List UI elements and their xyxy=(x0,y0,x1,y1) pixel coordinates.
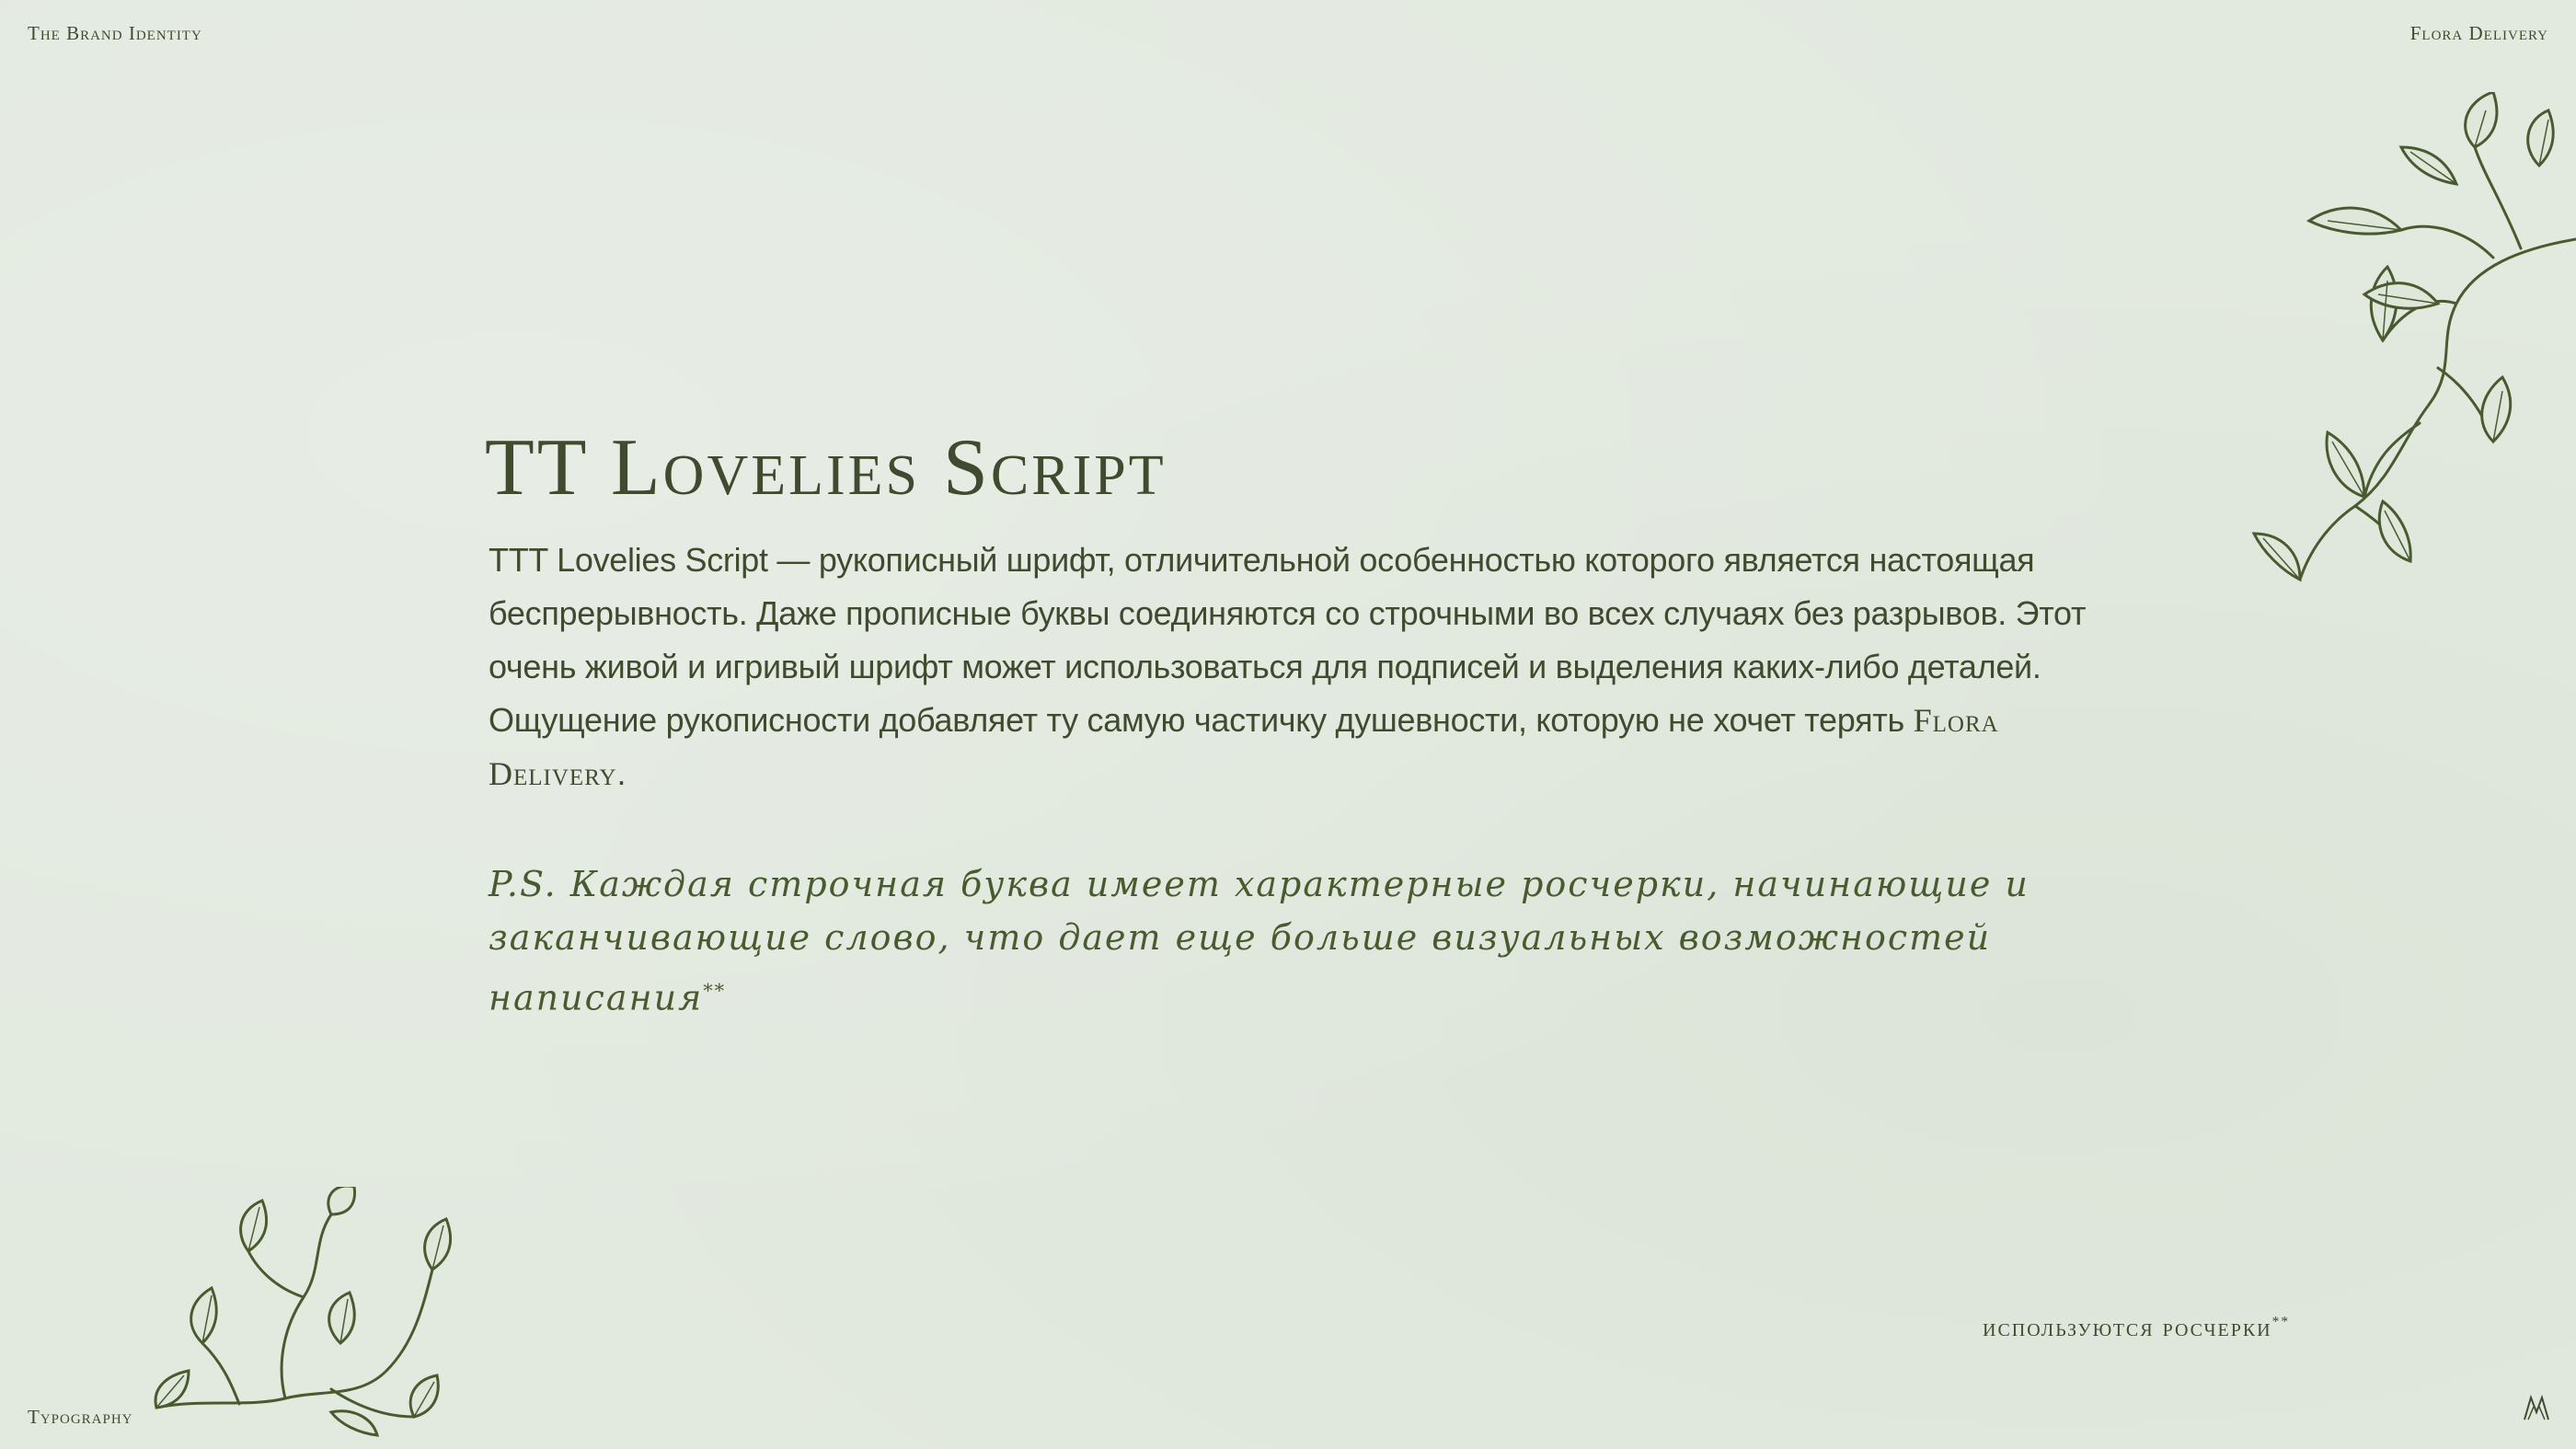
note-text: используются росчерки xyxy=(1983,1314,2272,1342)
monogram-logo-icon xyxy=(2523,1394,2550,1421)
leafy-branch-illustration-top xyxy=(2245,92,2576,607)
header-brand-identity: The Brand Identity xyxy=(28,22,202,44)
brand-name-inline: Flora Delivery xyxy=(489,702,1999,792)
page-title: TT Lovelies Script xyxy=(485,423,1167,512)
script-text: P.S. Каждая строчная буква имеет характерные росчерки, начинающие и заканчивающие слово, что дает еще больше визуальных возможностей написания xyxy=(489,864,2030,1018)
script-sample xyxy=(489,857,2108,1025)
footnote-note xyxy=(1983,1314,2290,1343)
leafy-branch-illustration-bottom xyxy=(147,1187,460,1449)
script-footnote-mark: ** xyxy=(703,980,727,1002)
body-text: TTT Lovelies Script — рукописный шрифт, отличительной особенностью которого является настоящая беспрерывность. Даже прописные буквы соединяются со строчными во всех случаях без разрывов. Этот очень живой и игривый шрифт может использоваться для подписей и выделения каких-либо деталей. Ощущение рукописности добавляет ту самую частичку душевности, которую не хочет терять xyxy=(489,541,2087,739)
body-paragraph xyxy=(489,534,2126,800)
header-flora-delivery: Flora Delivery xyxy=(2409,22,2548,44)
footer-section-label: Typography xyxy=(28,1406,133,1428)
body-end: . xyxy=(616,754,627,792)
note-mark: ** xyxy=(2271,1314,2291,1330)
